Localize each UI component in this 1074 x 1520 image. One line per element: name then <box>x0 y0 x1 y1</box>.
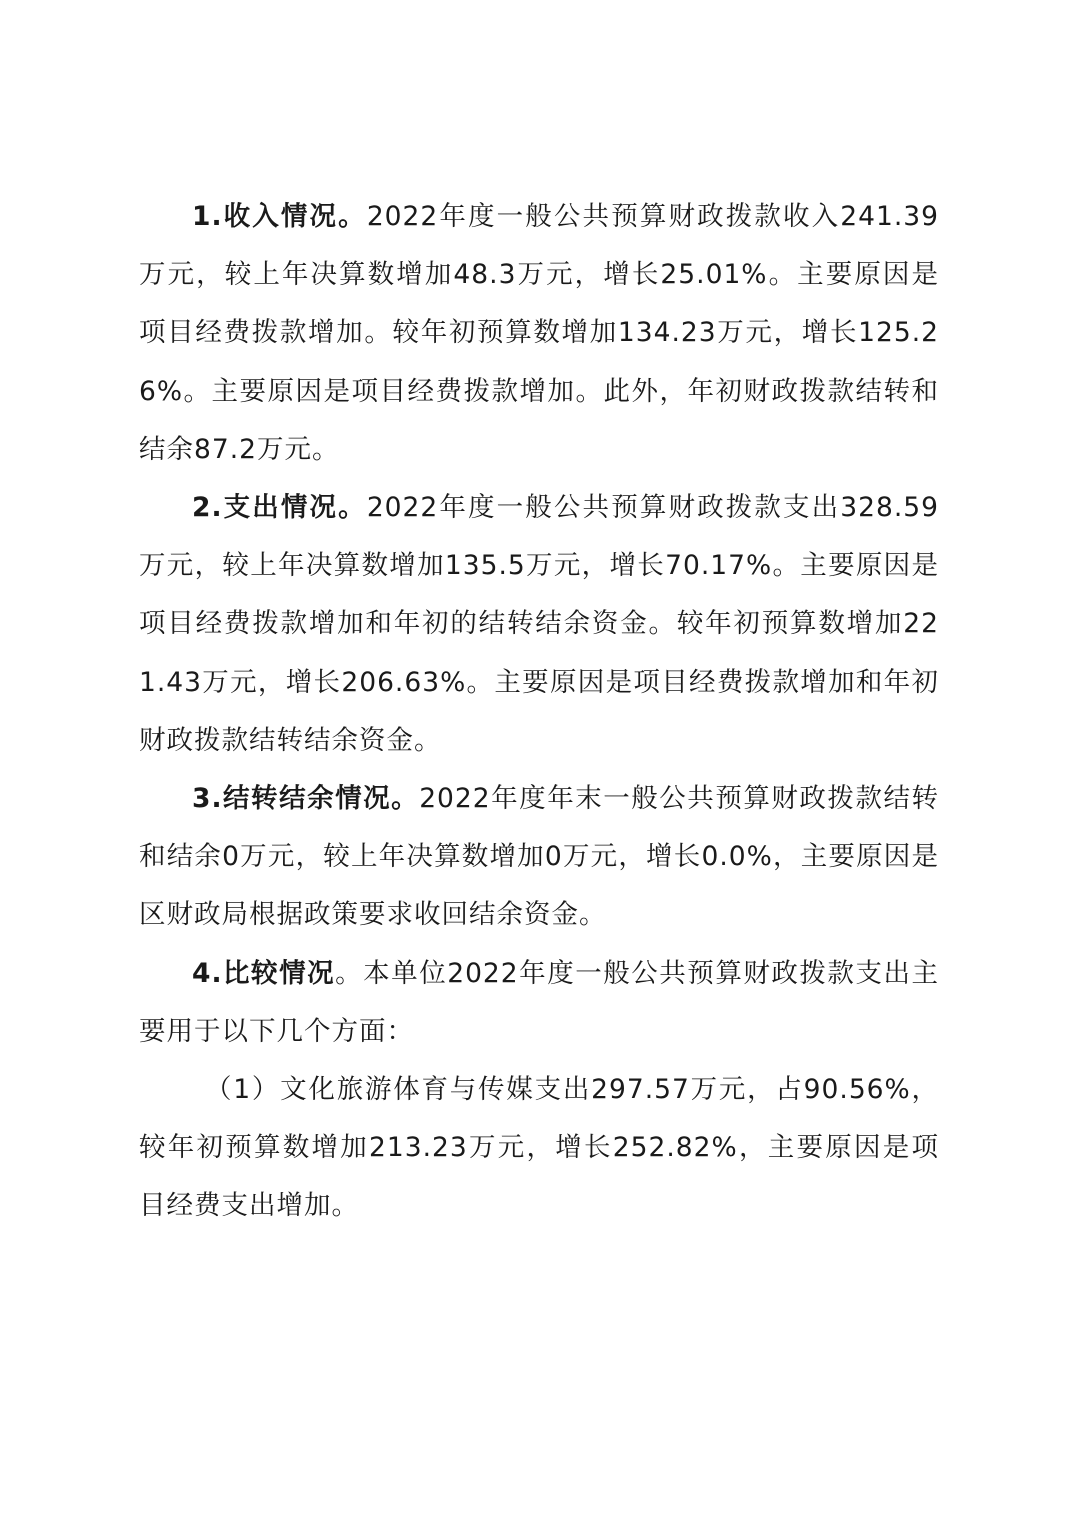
paragraph-text: （1）文化旅游体育与传媒支出297.57万元，占90.56%，较年初预算数增加213.23万元，增长252.82%，主要原因是项目经费支出增加。 <box>139 1074 939 1222</box>
paragraph-text: 2022年度年末一般公共预算财政拨款结转和结余0万元，较上年决算数增加0万元，增长0.0%，主要原因是区财政局根据政策要求收回结余资金。 <box>139 783 939 931</box>
paragraph-heading: 2.支出情况。 <box>192 492 367 524</box>
paragraph-heading: 4.比较情况 <box>192 957 336 989</box>
paragraph-expenditure <box>139 479 939 770</box>
paragraph-comparison <box>139 945 939 1061</box>
paragraph-heading: 1.收入情况。 <box>192 201 367 232</box>
paragraph-heading: 3.结转结余情况。 <box>192 783 420 815</box>
paragraph-text: 2022年度一般公共预算财政拨款支出328.59万元，较上年决算数增加135.5万元，增长70.17%。主要原因是项目经费拨款增加和年初的结转结余资金。较年初预算数增加221.43万元，增长206.63%。主要原因是项目经费拨款增加和年初财政拨款结转结余资金。 <box>139 492 939 756</box>
document-body <box>139 188 939 1236</box>
paragraph-carryover <box>139 770 939 945</box>
paragraph-culture-tourism <box>139 1061 939 1236</box>
paragraph-text: 2022年度一般公共预算财政拨款收入241.39万元，较上年决算数增加48.3万元，增长25.01%。主要原因是项目经费拨款增加。较年初预算数增加134.23万元，增长125.26%。主要原因是项目经费拨款增加。此外，年初财政拨款结转和结余87.2万元。 <box>139 201 939 465</box>
paragraph-text: 。本单位2022年度一般公共预算财政拨款支出主要用于以下几个方面： <box>139 957 939 1047</box>
paragraph-income <box>139 188 939 479</box>
